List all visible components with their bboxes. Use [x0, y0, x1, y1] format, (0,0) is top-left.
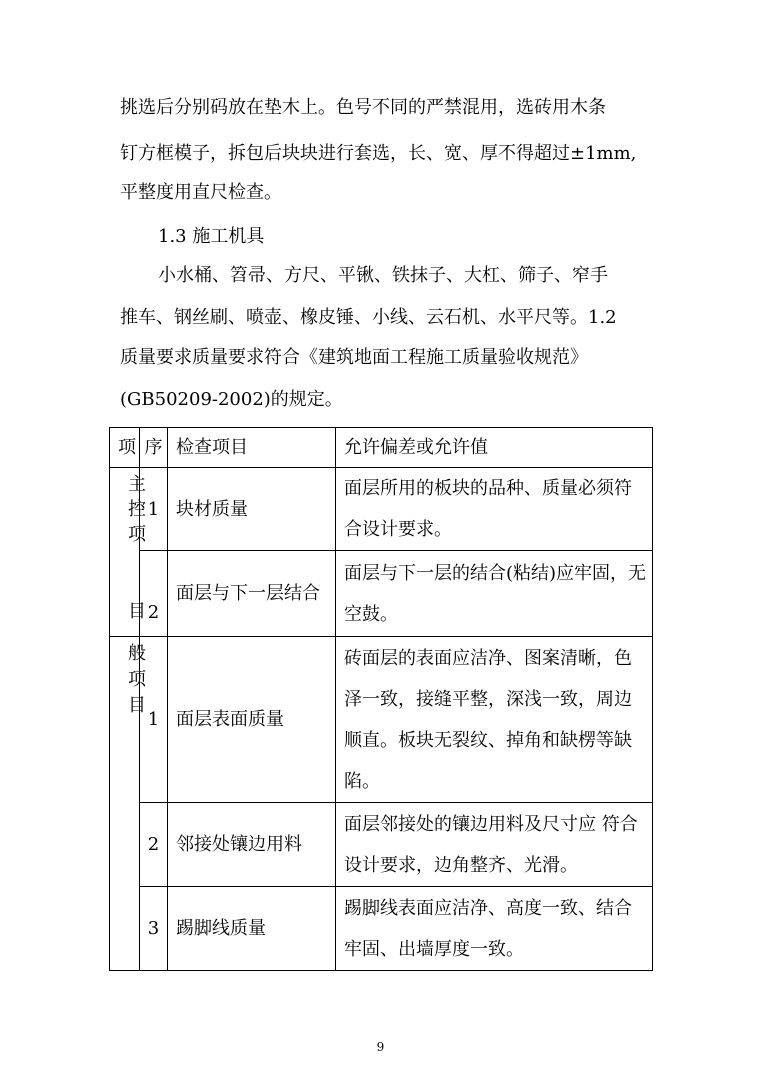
header-value: 允许偏差或允许值	[336, 428, 653, 468]
table-row	[110, 803, 653, 887]
paragraph-line: 钉方框模子，拆包后块块进行套选，长、宽、厚不得超过±1mm,	[120, 143, 637, 164]
row-value: 面层邻接处的镶边用料及尺寸应 符合设计要求，边角整齐、光滑。	[336, 803, 653, 887]
table-header-row	[110, 428, 653, 468]
paragraph-line: 质量要求质量要求符合《建筑地面工程施工质量验收规范》	[120, 347, 588, 368]
row-value: 面层与下一层的结合(粘结)应牢固，无空鼓。	[336, 551, 653, 637]
table-row	[110, 637, 653, 803]
row-seq: 2	[140, 551, 168, 637]
row-item: 面层与下一层结合	[168, 551, 336, 637]
row-value: 砖面层的表面应洁净、图案清晰，色泽一致，接缝平整，深浅一致，周边顺直。板块无裂纹、掉角和缺楞等缺陷。	[336, 637, 653, 803]
paragraph-line: (GB50209-2002)的规定。	[120, 389, 343, 410]
row-value: 面层所用的板块的品种、质量必须符合设计要求。	[336, 468, 653, 551]
row-seq: 1	[140, 468, 168, 551]
row-item: 踢脚线质量	[168, 887, 336, 971]
paragraph-line: 挑选后分别码放在垫木上。色号不同的严禁混用，选砖用木条	[120, 97, 606, 118]
section-heading: 1.3 施工机具	[158, 226, 265, 247]
general-category-cell	[110, 637, 146, 971]
table-row	[110, 468, 653, 551]
category-char: 主	[128, 474, 146, 495]
table-row	[110, 551, 653, 637]
quality-table	[109, 427, 653, 971]
row-item: 块材质量	[168, 468, 336, 551]
header-category: 项	[110, 428, 140, 468]
row-seq: 1	[140, 637, 168, 803]
page-number: 9	[376, 1040, 385, 1054]
row-item: 面层表面质量	[168, 637, 336, 803]
row-seq: 3	[140, 887, 168, 971]
row-seq: 2	[140, 803, 168, 887]
header-seq: 序	[140, 428, 168, 468]
main-control-category-cell	[110, 468, 146, 637]
row-value: 踢脚线表面应洁净、高度一致、结合牢固、出墙厚度一致。	[336, 887, 653, 971]
category-char: 般	[128, 643, 146, 664]
header-item: 检查项目	[168, 428, 336, 468]
paragraph-line: 推车、钢丝刷、喷壶、橡皮锤、小线、云石机、水平尺等。1.2	[120, 307, 617, 328]
row-item: 邻接处镶边用料	[168, 803, 336, 887]
category-char: 项	[128, 669, 146, 690]
paragraph-line: 小水桶、笤帚、方尺、平锹、铁抹子、大杠、筛子、窄手	[158, 265, 608, 286]
category-char: 目	[128, 601, 146, 622]
table-row	[110, 887, 653, 971]
paragraph-line: 平整度用直尺检查。	[120, 182, 282, 203]
category-char: 目	[128, 695, 146, 716]
category-char: 项	[128, 524, 146, 545]
category-char: 控	[128, 499, 146, 520]
